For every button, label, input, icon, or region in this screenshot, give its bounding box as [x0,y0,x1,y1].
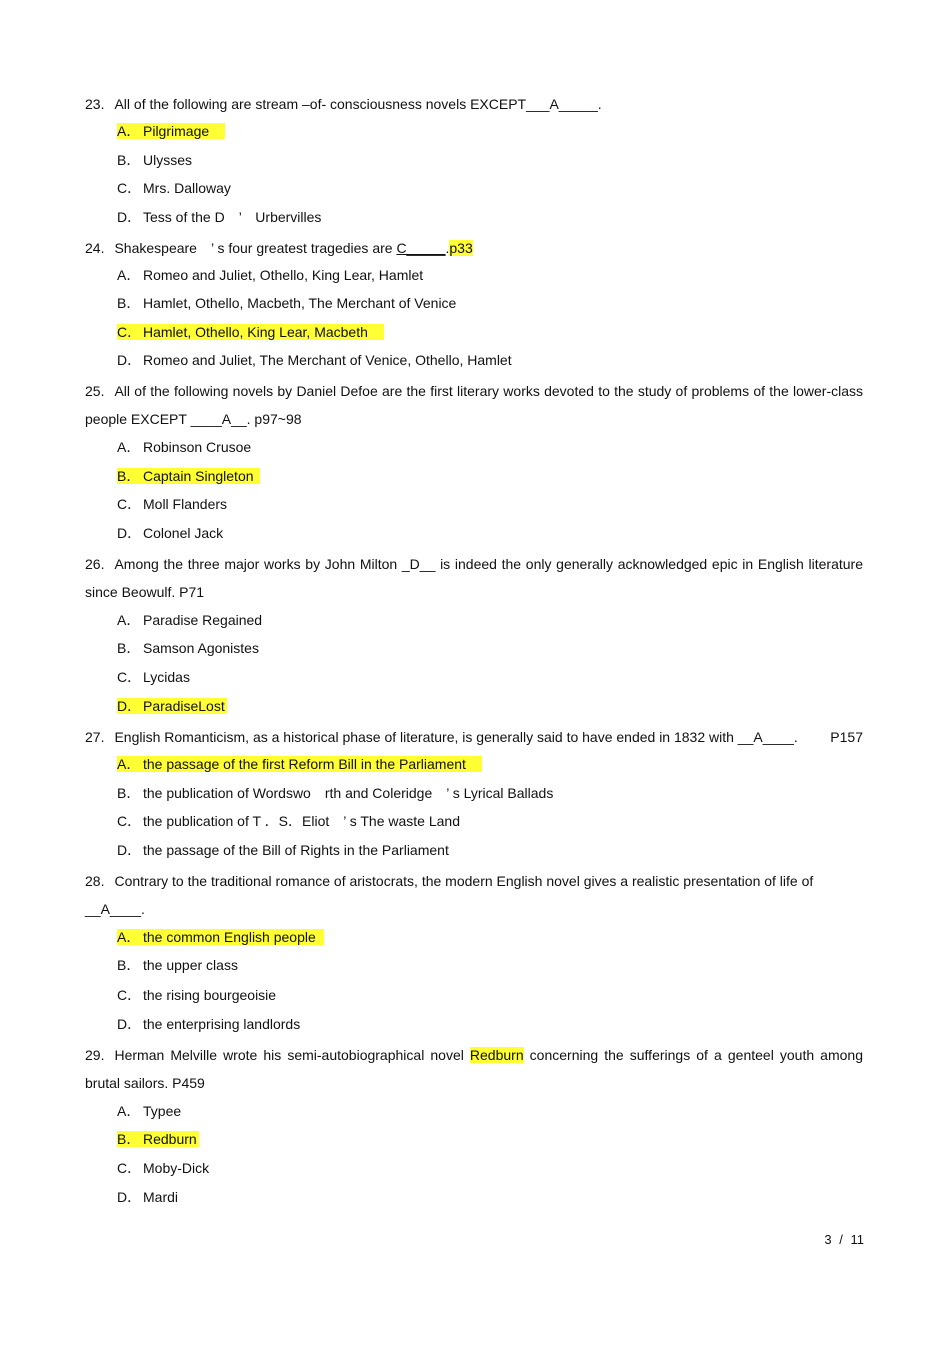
option-b: B． Ulysses [117,152,193,168]
question-stem: All of the following are stream –of- consciousness novels EXCEPT___A_____. [114,96,602,112]
option-a: A． Paradise Regained [117,612,263,628]
option-a: A． the common English people [117,927,324,947]
option-a: A． Typee [117,1103,182,1119]
option-a: A． Robinson Crusoe [117,439,252,455]
option-d: D． Tess of the D ’ Urbervilles [117,209,322,225]
page-reference: P157 [830,729,863,745]
page-reference: p33 [449,240,473,256]
question-stem: Herman Melville wrote his semi-autobiographical novel [114,1047,470,1063]
question-27 [85,723,863,751]
question-number: 24. [85,240,105,256]
option-b: B． the upper class [117,957,238,973]
option-c: C． the publication of T ．S．Eliot ’ s The waste Land [117,813,460,829]
option-c: C． Moll Flanders [117,496,228,512]
option-b: B． Captain Singleton [117,466,260,486]
page-number [824,1232,864,1247]
option-d: D． the passage of the Bill of Rights in the Parliament [117,842,449,858]
option-d: D． Colonel Jack [117,525,224,541]
question-28 [85,867,863,923]
question-number: 25. [85,383,105,399]
option-b: B． Samson Agonistes [117,640,259,656]
question-25 [85,377,863,433]
current-page: 3 / [824,1232,843,1247]
question-26 [85,550,863,606]
question-23 [85,90,863,118]
option-b: B． Redburn [117,1131,197,1147]
option-d: D． Romeo and Juliet, The Merchant of Venice, Othello, Hamlet [117,352,512,368]
question-stem: Contrary to the traditional romance of aristocrats, the modern English novel gives a realistic presentation of life of __A____. [85,873,814,917]
answer-blank: C_____ [396,240,446,256]
question-stem: All of the following novels by Daniel Defoe are the first literary works devoted to the study of problems of the lower-class people EXCEPT ____A__. p97~98 [85,383,863,427]
option-a: A． Pilgrimage [117,121,225,141]
question-24: 24. Shakespeare ’ s four greatest tragedies are C_____.p33 [85,240,473,256]
question-number: 28. [85,873,105,889]
option-c: C． Mrs. Dalloway [117,180,231,196]
option-d: D． the enterprising landlords [117,1016,301,1032]
option-c: C． Lycidas [117,669,190,685]
question-stem: Among the three major works by John Milton _D__ is indeed the only generally acknowledged epic in English literature since Beowulf. P71 [85,556,863,600]
answer-highlight: Redburn [469,1047,524,1063]
option-b: B． the publication of Wordswo rth and Coleridge ’ s Lyrical Ballads [117,785,554,801]
question-number: 23. [85,96,105,112]
question-stem: Shakespeare ’ s four greatest tragedies are [114,240,397,256]
total-pages: 11 [850,1232,864,1247]
question-29: 29. Herman Melville wrote his semi-autobiographical novel Redburn concerning the sufferings of a genteel youth among brutal sailors. P459 [85,1047,863,1091]
option-c: C． the rising bourgeoisie [117,987,277,1003]
question-stem: English Romanticism, as a historical phase of literature, is generally said to have ended in 1832 with __A____. [114,729,798,745]
option-c: C． Hamlet, Othello, King Lear, Macbeth [117,322,384,342]
question-number: 26. [85,556,105,572]
question-number: 27. [85,729,105,745]
option-b: B． Hamlet, Othello, Macbeth, The Merchant of Venice [117,295,457,311]
option-a: A． Romeo and Juliet, Othello, King Lear, Hamlet [117,267,424,283]
option-a: A． the passage of the first Reform Bill in the Parliament [117,754,482,774]
option-c: C． Moby-Dick [117,1160,210,1176]
question-number: 29. [85,1047,105,1063]
option-d: D． ParadiseLost [117,698,225,714]
option-d: D． Mardi [117,1189,179,1205]
